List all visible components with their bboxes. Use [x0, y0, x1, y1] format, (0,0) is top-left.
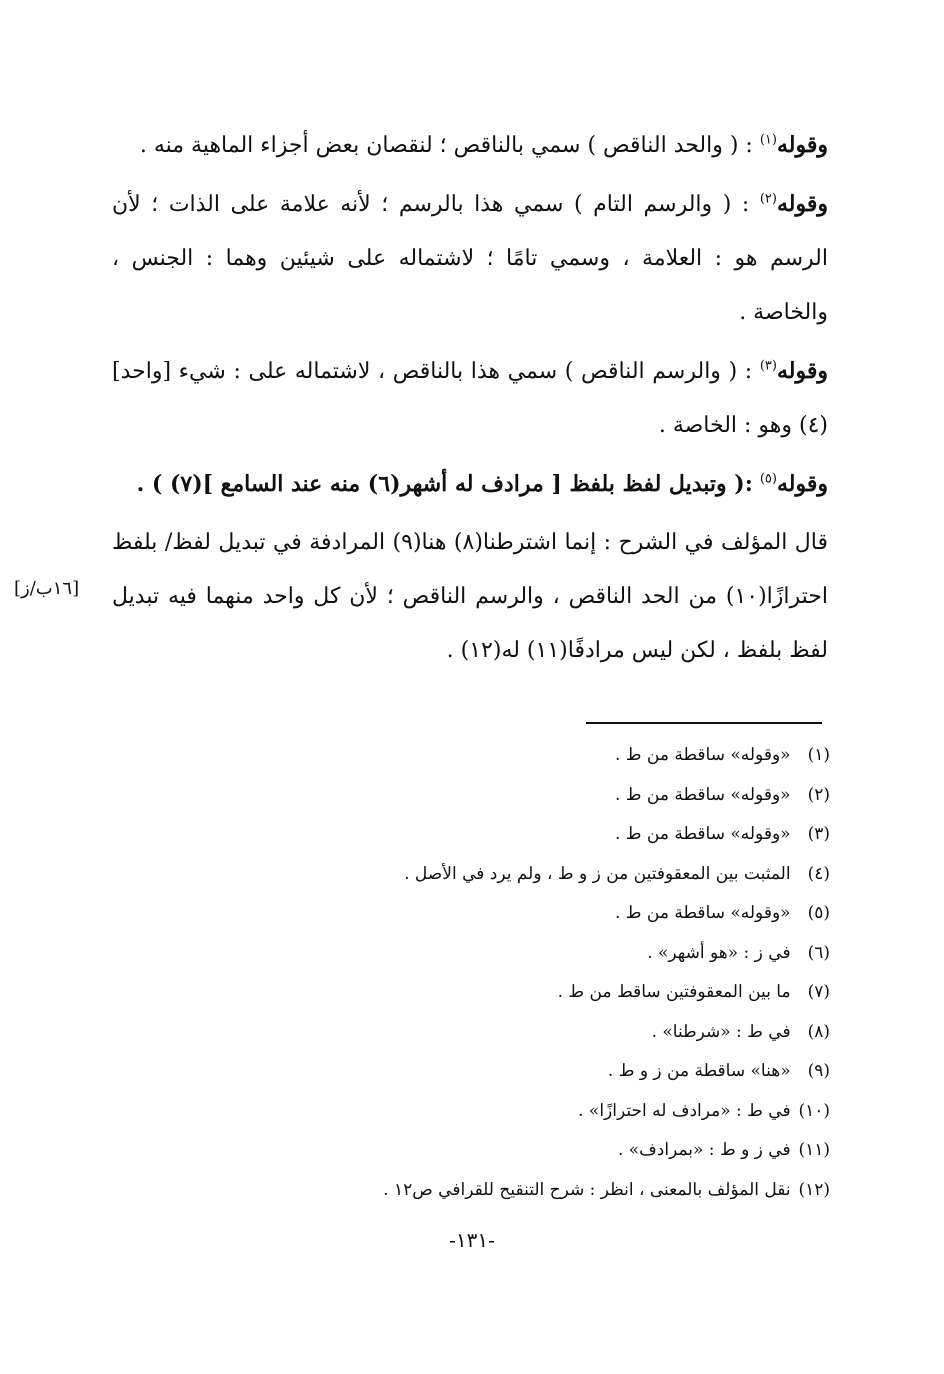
footnote-divider — [586, 722, 822, 724]
paragraph-lead: وقوله — [776, 191, 828, 217]
footnote-text: في ط : «شرطنا» . — [651, 1021, 791, 1042]
footnote-number: (٤) — [807, 863, 830, 884]
paragraph-2 — [112, 177, 828, 340]
paragraph-body: : ( والرسم الناقص ) سمي هذا بالناقص ، لاشتماله على : شيء [واحد](٤) وهو : الخاصة . — [112, 359, 828, 438]
footnote-text: «وقوله» ساقطة من ط . — [614, 824, 791, 844]
footnote-text: «وقوله» ساقطة من ط . — [614, 903, 791, 923]
footnote-number: (٧) — [807, 982, 830, 1002]
footnote-ref: (٥) — [759, 471, 777, 487]
footnote-item — [300, 973, 830, 1013]
footnote-text: «هنا» ساقطة من ز و ط . — [607, 1061, 791, 1081]
footnote-item — [300, 736, 830, 776]
main-text — [112, 118, 828, 682]
footnote-number: (١) — [807, 745, 830, 765]
footnote-text: ما بين المعقوفتين ساقط من ط . — [557, 982, 791, 1002]
footnote-text: المثبت بين المعقوفتين من ز و ط ، ولم يرد في الأصل . — [404, 863, 791, 884]
footnote-ref: (٣) — [759, 358, 777, 374]
footnote-item — [300, 815, 830, 855]
footnote-text: «وقوله» ساقطة من ط . — [614, 745, 791, 765]
paragraph-1 — [112, 118, 828, 173]
footnote-ref: (٢) — [759, 191, 777, 207]
footnote-item — [300, 934, 830, 974]
footnote-number: (٩) — [807, 1061, 830, 1081]
footnote-item — [300, 776, 830, 816]
footnote-text: نقل المؤلف بالمعنى ، انظر : شرح التنقيح للقرافي ص١٢ . — [383, 1179, 791, 1200]
paragraph-body: قال المؤلف في الشرح : إنما اشترطنا(٨) هنا(٩) المرادفة في تبديل لفظ/ بلفظ احترازًا(١٠) من الحد الناقص ، والرسم الناقص ؛ لأن كل واحد منهما فيه تبديل لفظ بلفظ ، لكن ليس مرادفًا(١١) له(١٢) . — [112, 530, 828, 663]
footnote-number: (٨) — [807, 1021, 830, 1042]
footnote-item — [300, 1092, 830, 1132]
footnote-number: (١٢) — [798, 1179, 830, 1200]
footnote-item — [300, 1171, 830, 1211]
footnote-number: (٥) — [807, 903, 830, 923]
paragraph-body: :( وتبديل لفظ بلفظ [ مرادف له أشهر(٦) منه عند السامع ](٧) ) . — [136, 471, 753, 497]
paragraph-3 — [112, 344, 828, 453]
paragraph-5 — [112, 516, 828, 678]
footnote-ref: (١) — [759, 132, 777, 148]
paragraph-lead: وقوله — [776, 132, 828, 158]
footnote-number: (١٠) — [798, 1100, 830, 1121]
footnote-item — [300, 1052, 830, 1092]
paragraph-body: : ( والرسم التام ) سمي هذا بالرسم ؛ لأنه علامة على الذات ؛ لأن الرسم هو : العلامة ، وسمي تامًا ؛ لاشتماله على شيئين وهما : الجنس ، والخاصة . — [112, 192, 828, 325]
paragraph-lead: وقوله — [776, 471, 828, 497]
footnote-item — [300, 1013, 830, 1053]
footnote-item — [300, 1131, 830, 1171]
footnote-number: (٣) — [807, 824, 830, 844]
footnote-text: في ز و ط : «بمرادف» . — [617, 1140, 791, 1160]
margin-folio-note: [١٦ب/ز] — [14, 578, 80, 599]
footnote-number: (٢) — [807, 784, 830, 805]
footnote-text: «وقوله» ساقطة من ط . — [614, 784, 791, 805]
footnote-text: في ز : «هو أشهر» . — [647, 942, 791, 963]
footnote-number: (٦) — [807, 942, 830, 963]
footnote-text: في ط : «مرادف له احترازًا» . — [578, 1100, 791, 1121]
page-number: -١٣١- — [449, 1228, 495, 1252]
footnote-number: (١١) — [798, 1140, 830, 1160]
paragraph-body: : ( والحد الناقص ) سمي بالناقص ؛ لنقصان بعض أجزاء الماهية منه . — [139, 133, 753, 158]
footnote-item — [300, 894, 830, 934]
paragraph-4 — [112, 457, 828, 512]
footnotes-list — [300, 736, 830, 1210]
footnote-item — [300, 855, 830, 895]
paragraph-lead: وقوله — [776, 358, 828, 384]
